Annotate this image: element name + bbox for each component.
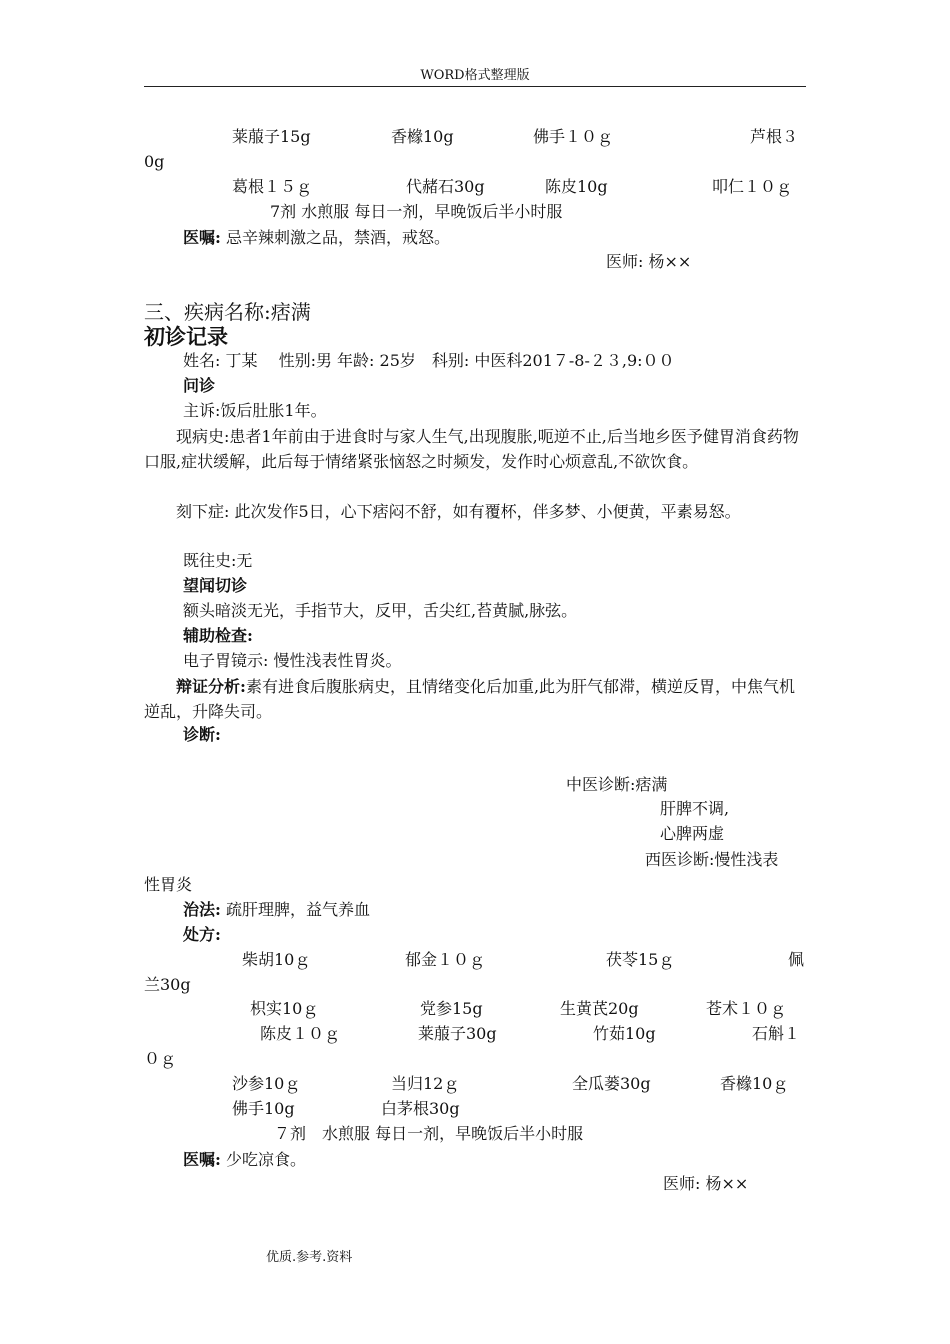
herb-item: 芦根３ xyxy=(750,127,799,146)
herb-item: 郁金１０ｇ xyxy=(405,950,486,969)
herb-item: 陈皮１０ｇ xyxy=(260,1024,341,1043)
exam-text: 额头暗淡无光，手指节大，反甲，舌尖红,苔黄腻,脉弦。 xyxy=(183,601,578,620)
advice-label: 医嘱: xyxy=(183,228,221,247)
herb-item: 香橼10g xyxy=(391,127,454,146)
advice-line xyxy=(183,1150,306,1170)
herb-item-wrap: 兰30g xyxy=(144,975,191,994)
herb-item: 当归12ｇ xyxy=(391,1074,460,1093)
herb-item: 佛手10g xyxy=(232,1099,295,1118)
herb-item: 沙参10ｇ xyxy=(232,1074,301,1093)
herb-item: 枳实10ｇ xyxy=(250,999,319,1018)
exam-heading: 望闻切诊 xyxy=(183,576,248,595)
aux-exam-text: 电子胃镜示: 慢性浅表性胃炎。 xyxy=(183,651,402,670)
western-diagnosis-wrap: 性胃炎 xyxy=(144,875,193,894)
tcm-diagnosis: 中医诊断:痞满 xyxy=(566,775,668,794)
herb-item: 石斛１ xyxy=(752,1024,801,1043)
herb-item: 香橼10ｇ xyxy=(720,1074,789,1093)
advice-line xyxy=(183,228,450,248)
herb-item-wrap: ０ｇ xyxy=(144,1049,177,1068)
dosage-instruction: 7剂 水煎服 每日一剂，早晚饭后半小时服 xyxy=(270,202,563,221)
herb-item: 生黄芪20g xyxy=(560,999,639,1018)
present-history: 现病史:患者1年前由于进食时与家人生气,出现腹胀,呃逆不止,后当地乡医予健胃消食药物口服,症状缓解，此后每于情绪紧张恼怒之时频发，发作时心烦意乱,不欲饮食。 xyxy=(144,427,799,471)
herb-item: 佩 xyxy=(788,950,805,969)
herb-item: 苍术１０ｇ xyxy=(706,999,787,1018)
herb-item: 党参15g xyxy=(420,999,483,1018)
herb-item: 白茅根30g xyxy=(381,1099,460,1118)
herb-item: 全瓜蒌30g xyxy=(572,1074,651,1093)
herb-item: 茯苓15ｇ xyxy=(606,950,675,969)
herb-item: 代赭石30g xyxy=(406,177,485,196)
advice-text: 忌辛辣刺激之品，禁酒，戒怒。 xyxy=(220,228,451,247)
advice-text: 少吃凉食。 xyxy=(220,1150,307,1169)
herb-item: 莱菔子30g xyxy=(418,1024,497,1043)
herb-item: 葛根１５ｇ xyxy=(232,177,313,196)
header-rule xyxy=(144,86,806,87)
herb-item: 莱菔子15g xyxy=(232,127,311,146)
advice-label: 医嘱: xyxy=(183,1150,221,1169)
tcm-pattern: 肝脾不调, xyxy=(660,799,730,818)
patient-info: 姓名: 丁某 性别:男 年龄: 25岁 科别: 中医科201７-8-２３,9:００ xyxy=(183,351,675,370)
current-symptoms: 刻下症: 此次发作5日，心下痞闷不舒，如有覆杯，伴多梦、小便黄，平素易怒。 xyxy=(144,502,741,521)
aux-exam-heading: 辅助检查: xyxy=(183,626,253,645)
page-footer: 优质.参考.资料 xyxy=(266,1250,353,1265)
herb-item: 柴胡10ｇ xyxy=(242,950,311,969)
syndrome-analysis xyxy=(144,674,806,724)
page-header: WORD格式整理版 xyxy=(420,68,530,83)
treatment-text: 疏肝理脾，益气养血 xyxy=(220,900,371,919)
diagnosis-heading: 诊断: xyxy=(183,725,221,744)
chief-complaint: 主诉:饭后肚胀1年。 xyxy=(183,401,327,420)
record-title: 初诊记录 xyxy=(144,324,228,349)
herb-item: 陈皮10g xyxy=(545,177,608,196)
doctor-signature: 医师: 杨×× xyxy=(663,1174,749,1193)
prescription-heading: 处方: xyxy=(183,925,221,944)
dosage-instruction: ７剂 水煎服 每日一剂，早晚饭后半小时服 xyxy=(274,1124,584,1143)
herb-item: 叩仁１０ｇ xyxy=(712,177,793,196)
herb-item-wrap: 0g xyxy=(144,152,165,171)
section-title: 三、疾病名称:痞满 xyxy=(144,300,311,324)
past-history: 既往史:无 xyxy=(183,551,253,570)
analysis-label: 辩证分析: xyxy=(176,677,246,696)
herb-item: 佛手１０ｇ xyxy=(533,127,614,146)
tcm-pattern: 心脾两虚 xyxy=(660,824,725,843)
treatment-label: 治法: xyxy=(183,900,221,919)
western-diagnosis: 西医诊断:慢性浅表 xyxy=(645,850,779,869)
treatment-line xyxy=(183,900,370,920)
analysis-text: 素有进食后腹胀病史，且情绪变化后加重,此为肝气郁滞，横逆反胃，中焦气机逆乱，升降失司。 xyxy=(144,677,796,721)
herb-item: 竹茹10g xyxy=(593,1024,656,1043)
doctor-signature: 医师: 杨×× xyxy=(606,252,692,271)
inquiry-heading: 问诊 xyxy=(183,376,216,395)
